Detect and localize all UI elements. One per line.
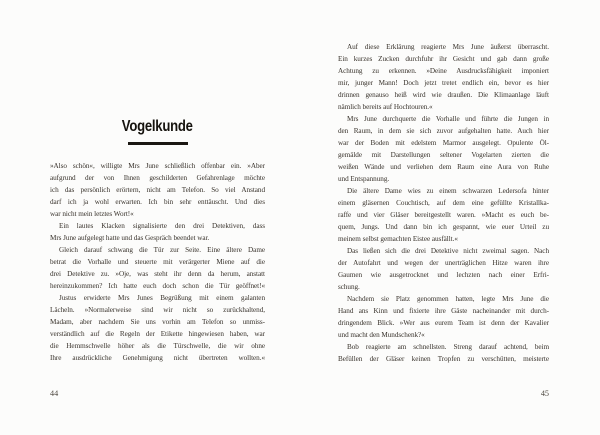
text-line: und macht den Mundschenk?« [338, 331, 425, 339]
chapter-heading-text: Vogelkunde [122, 118, 193, 135]
text-line: darf ich ja wohl erwarten. Ich bin sehr enttäuscht. Und dies [50, 198, 265, 206]
text-line: Auf diese Erklärung reagierte Mrs June äußerst überrascht. [347, 43, 549, 51]
text-line: Befüllen der Gläser keinen Tropfen zu verschütten, meisterte [338, 355, 549, 363]
text-line: Madam, aber nachdem Sie uns vorhin am Telefon so unmiss- [50, 318, 265, 326]
left-page-body [50, 160, 265, 364]
text-line: Gleich darauf schwang die Tür zur Seite. Eine ältere Dame [59, 246, 265, 254]
right-page-body [338, 41, 549, 365]
text-line: hereinzukommen? Ich hatte euch doch schon die Tür geöffnet!« [50, 282, 265, 290]
text-line: gemälde mit Darstellungen seltener Vogelarten zierten die [338, 151, 549, 159]
text-line: »Also schön«, willigte Mrs June schließlich offenbar ein. »Aber [50, 162, 265, 170]
text-line: schung. [338, 283, 360, 291]
text-line: nämlich bereits auf Hochtouren.« [338, 103, 433, 111]
text-line: mir, junger Mann! Doch jetzt tretet endlich ein, bevor es hier [338, 79, 549, 87]
text-line: den Raum, in dem sie sich zuvor aufgehalten hatte. Auch hier [338, 127, 549, 135]
text-line: einem gläsernen Couchtisch, auf dem eine gefüllte Kristallka- [338, 199, 549, 207]
chapter-heading [50, 119, 265, 135]
text-line: aufgrund der von Ihnen geschilderten Gefahrenlage möchte [50, 174, 265, 182]
text-line: verständlich auf die Regeln der Etikette hingewiesen haben, war [50, 330, 265, 338]
text-line: meinem selbst gemachten Eistee ausfällt.« [338, 235, 458, 243]
text-line: Gaumen wie ausgetrocknet und lechzten nach einer Erfri- [338, 271, 549, 279]
text-line: dringendem Blick. »Wer aus eurem Team ist denn der Kavalier [338, 319, 549, 327]
right-page [338, 0, 549, 435]
text-line: und Entspannung. [338, 175, 390, 183]
text-line: Justus erwiderte Mrs Junes Begrüßung mit einem galanten [59, 294, 265, 302]
text-line: Ein kurzes Zucken durchfuhr ihr Gesicht und gab dann große [338, 55, 549, 63]
text-line: war nicht mein letztes Wort!« [50, 210, 134, 218]
text-line: Achtung zu erkennen. »Deine Ausdrucksfähigkeit imponiert [338, 67, 549, 75]
text-line: drinnen genauso heiß wird wie draußen. Die Klimaanlage läuft [338, 91, 549, 99]
left-page [50, 0, 265, 435]
text-line: war der Boden mit edelstem Marmor ausgelegt. Opulente Öl- [338, 139, 549, 147]
text-line: weißen Wände und verliehen dem Raum eine Aura von Ruhe [338, 163, 549, 171]
text-line: Ein lautes Klacken signalisierte den drei Detektiven, dass [59, 222, 265, 230]
text-line: Mrs June aufgelegt hatte und das Gespräch beendet war. [50, 234, 210, 242]
text-line: Nachdem sie Platz genommen hatten, legte Mrs June die [347, 295, 549, 303]
text-line: Ihre ausdrückliche Genehmigung nicht übertreten wollten.« [50, 354, 265, 362]
text-line: die Hemmschwelle höher als die Türschwelle, die wir ohne [50, 342, 265, 350]
text-line: Bob reagierte am schnellsten. Streng darauf achtend, beim [347, 343, 549, 351]
heading-underline-rule [128, 142, 188, 145]
text-line: drei Detektive zu. »Oje, was steht ihr denn da herum, anstatt [50, 270, 265, 278]
text-line: ich das persönlich erörtern, nicht am Telefon. So viel Anstand [50, 186, 265, 194]
text-line: Hand ans Kinn und fixierte ihre Gäste nacheinander mit durch- [338, 307, 549, 315]
text-line: Lächeln. »Normalerweise sind wir nicht so zurückhaltend, [50, 306, 265, 314]
page-number-left: 44 [50, 389, 59, 398]
page-number-right: 45 [540, 389, 549, 398]
text-line: betrat die Vorhalle und steuerte mit verärgerter Miene auf die [50, 258, 265, 266]
text-line: Die ältere Dame wies zu einem schwarzen Ledersofa hinter [347, 187, 549, 195]
text-line: der Autofahrt und wegen der unerträglichen Hitze waren ihre [338, 259, 549, 267]
text-line: Mrs June durchquerte die Vorhalle und führte die Jungen in [347, 115, 549, 123]
text-line: quem, Jungs. Und dann bin ich gespannt, wie euer Urteil zu [338, 223, 549, 231]
text-line: raffe und vier Gläser bereitgestellt waren. »Macht es euch be- [338, 211, 549, 219]
text-line: Das ließen sich die drei Detektive nicht zweimal sagen. Nach [347, 247, 549, 255]
